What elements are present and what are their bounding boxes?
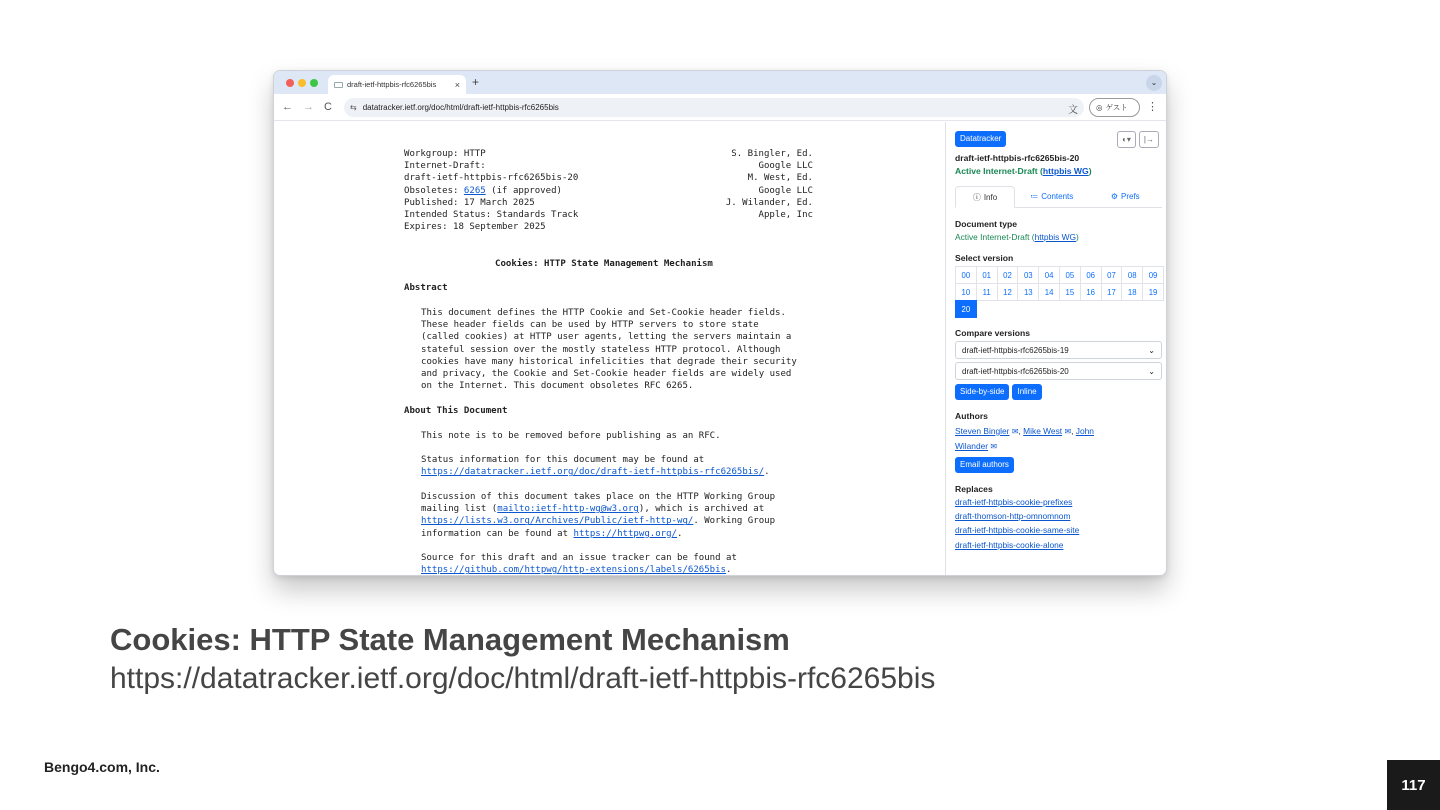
tab-prefs[interactable]: ⚙ Prefs [1110, 192, 1140, 201]
translate-icon[interactable]: 文 [1068, 105, 1078, 116]
version-link[interactable]: 15 [1059, 283, 1081, 301]
document-title: Cookies: HTTP State Management Mechanism [495, 259, 713, 269]
header-right: S. Bingler, Ed. Google LLC M. West, Ed. Google LLC J. Wilander, Ed. Apple, Inc [725, 149, 813, 221]
collapse-sidebar-button[interactable]: |→ [1139, 131, 1159, 148]
tab-close-icon[interactable]: × [454, 79, 460, 90]
select-version-heading: Select version [955, 253, 1014, 263]
version-link[interactable]: 13 [1017, 283, 1039, 301]
version-link[interactable]: 09 [1142, 266, 1164, 284]
version-grid [955, 266, 1162, 317]
mailing-list-link[interactable]: mailto:ietf-http-wg@w3.org [497, 504, 639, 515]
version-link[interactable]: 16 [1080, 283, 1102, 301]
site-info-icon[interactable]: ⇆ [350, 103, 357, 112]
draft-name: draft-ietf-httpbis-rfc6265bis-20 [955, 153, 1080, 163]
version-link[interactable]: 02 [997, 266, 1019, 284]
version-link[interactable]: 01 [976, 266, 998, 284]
header-left: Workgroup: HTTP Internet-Draft: draft-ietf-httpbis-rfc6265bis-20 Obsoletes: 6265 (if approved) Published: 17 March 2025 Intended Status: Standards Track Expires: 18 September 2025 [404, 149, 579, 233]
abstract-text: This document defines the HTTP Cookie and Set-Cookie header fields. These header fields can be used by HTTP servers to store state (called cookies) at HTTP user agents, letting the servers maintain a stateful session over the mostly stateless HTTP protocol. Although cookies have many historical infelicities that degrade their security and privacy, the Cookie and Set-Cookie header fields are widely used on the Internet. This document obsoletes RFC 6265. [421, 308, 797, 392]
chevron-down-icon: ⌄ [1148, 366, 1155, 376]
author-link[interactable]: Mike West [1023, 426, 1063, 436]
browser-window [273, 70, 1167, 576]
archive-link[interactable]: https://lists.w3.org/Archives/Public/ietf-http-wg/ [421, 516, 694, 527]
slide-url: https://datatracker.ietf.org/doc/html/draft-ietf-httpbis-rfc6265bis [110, 662, 936, 695]
replaced-draft-link[interactable]: draft-ietf-httpbis-cookie-prefixes [955, 497, 1073, 507]
browser-menu-icon[interactable]: ⋮ [1147, 101, 1158, 113]
sidebar-controls [1117, 131, 1159, 148]
gear-icon: ⚙ [1110, 192, 1118, 201]
version-link[interactable]: 05 [1059, 266, 1081, 284]
mail-icon[interactable]: ✉ [990, 442, 998, 451]
github-link[interactable]: https://github.com/httpwg/http-extensions/labels/6265bis [421, 565, 727, 576]
browser-toolbar [274, 94, 1166, 121]
author-link[interactable]: Wilander [955, 441, 989, 451]
tab-contents[interactable]: ≔ Contents [1030, 192, 1074, 201]
maximize-window-button[interactable] [310, 79, 318, 87]
compare-from-select[interactable]: draft-ietf-httpbis-rfc6265bis-19 ⌄ [955, 341, 1162, 359]
page-number: 117 [1387, 760, 1440, 810]
version-link[interactable]: 04 [1038, 266, 1060, 284]
address-bar-url[interactable]: datatracker.ietf.org/doc/html/draft-ietf-httpbis-rfc6265bis [362, 103, 559, 112]
datatracker-sidebar [945, 122, 1166, 576]
doc-type-wg-link[interactable]: httpbis WG [1034, 232, 1077, 242]
version-link[interactable]: 14 [1038, 283, 1060, 301]
doc-type-heading: Document type [955, 219, 1018, 229]
version-link[interactable]: 08 [1121, 266, 1143, 284]
tab-search-button[interactable]: ⌄ [1146, 75, 1162, 91]
version-link[interactable]: 20 [955, 300, 977, 318]
version-link[interactable]: 19 [1142, 283, 1164, 301]
status-link[interactable]: https://datatracker.ietf.org/doc/draft-ietf-httpbis-rfc6265bis/ [421, 467, 765, 478]
favicon-icon [334, 82, 343, 88]
replaced-draft-link[interactable]: draft-ietf-httpbis-cookie-same-site [955, 525, 1080, 536]
mail-icon[interactable]: ✉ [1011, 427, 1019, 436]
minimize-window-button[interactable] [298, 79, 306, 87]
address-bar[interactable] [344, 98, 1084, 117]
tab-info[interactable]: ⓘ Info [955, 186, 1015, 208]
sidebar-tabs [955, 186, 1162, 208]
authors-list: Steven Bingler ✉, Mike West ✉, John Wilander ✉ [955, 426, 1094, 451]
doc-type-value: Active Internet-Draft (httpbis WG) [955, 232, 1079, 242]
back-button[interactable]: ← [282, 101, 293, 113]
rfc-document [274, 122, 945, 576]
compare-heading: Compare versions [955, 328, 1030, 338]
chevron-down-icon: ⌄ [1148, 345, 1155, 355]
compare-to-select[interactable]: draft-ietf-httpbis-rfc6265bis-20 ⌄ [955, 362, 1162, 380]
info-icon: ⓘ [972, 192, 981, 202]
about-note: This note is to be removed before publishing as an RFC. [421, 431, 721, 441]
replaces-heading: Replaces [955, 484, 993, 494]
slide-title: Cookies: HTTP State Management Mechanism [110, 622, 790, 657]
about-heading: About This Document [404, 406, 508, 416]
httpwg-link[interactable]: https://httpwg.org/ [573, 528, 678, 539]
author-link[interactable]: John [1075, 426, 1094, 436]
company-name: Bengo4.com, Inc. [44, 759, 160, 775]
version-link[interactable]: 10 [955, 283, 977, 301]
inline-button[interactable]: Inline [1012, 384, 1041, 400]
replaces-list [955, 495, 1162, 552]
email-authors-button[interactable]: Email authors [955, 457, 1014, 473]
list-icon: ≔ [1030, 192, 1039, 201]
datatracker-button[interactable]: Datatracker [955, 131, 1006, 147]
page-content [274, 122, 1166, 576]
profile-label: ゲスト [1105, 103, 1128, 112]
profile-icon: ◎ [1096, 103, 1103, 112]
compare-buttons [955, 384, 1162, 400]
version-link[interactable]: 12 [997, 283, 1019, 301]
discussion-paragraph: Discussion of this document takes place on the HTTP Working Group mailing list (mailto:ietf-http-wg@w3.org), which is archived at https://lists.w3.org/Archives/Public/ietf-http-wg/. Working Group information can be found at https://httpwg.org/. [421, 492, 776, 539]
version-link[interactable]: 17 [1101, 283, 1123, 301]
reload-button[interactable]: C [324, 101, 332, 113]
abstract-heading: Abstract [404, 283, 448, 293]
browser-tab[interactable] [328, 75, 466, 94]
tab-strip [274, 71, 1166, 94]
replaced-draft-link[interactable]: draft-thomson-http-omnomnom [955, 511, 1071, 522]
forward-button[interactable]: → [303, 101, 314, 113]
version-link[interactable]: 00 [955, 266, 977, 284]
version-link[interactable]: 06 [1080, 266, 1102, 284]
version-link[interactable]: 07 [1101, 266, 1123, 284]
wg-link[interactable]: httpbis WG [1042, 166, 1089, 176]
source-paragraph: Source for this draft and an issue tracker can be found at https://github.com/httpwg/http-extensions/labels/6265bis. [421, 553, 737, 576]
profile-button[interactable] [1089, 98, 1140, 117]
draft-state: Active Internet-Draft (httpbis WG) [955, 166, 1092, 176]
tab-title: draft-ietf-httpbis-rfc6265bis [347, 80, 437, 89]
obsoletes-link[interactable]: 6265 [463, 185, 486, 196]
version-link[interactable]: 18 [1121, 283, 1143, 301]
replaced-draft-link[interactable]: draft-ietf-httpbis-cookie-alone [955, 539, 1064, 550]
side-by-side-button[interactable]: Side-by-side [955, 384, 1009, 400]
theme-toggle-button[interactable]: ◐▾ [1117, 131, 1136, 148]
version-link[interactable]: 03 [1017, 266, 1039, 284]
status-paragraph: Status information for this document may be found at https://datatracker.ietf.org/doc/draft-ietf-httpbis-rfc6265bis/. [421, 455, 770, 478]
close-window-button[interactable] [286, 79, 294, 87]
mail-icon[interactable]: ✉ [1064, 427, 1072, 436]
new-tab-button[interactable]: + [472, 75, 480, 89]
authors-heading: Authors [955, 411, 988, 421]
version-link[interactable]: 11 [976, 283, 998, 301]
author-link[interactable]: Steven Bingler [955, 426, 1010, 436]
